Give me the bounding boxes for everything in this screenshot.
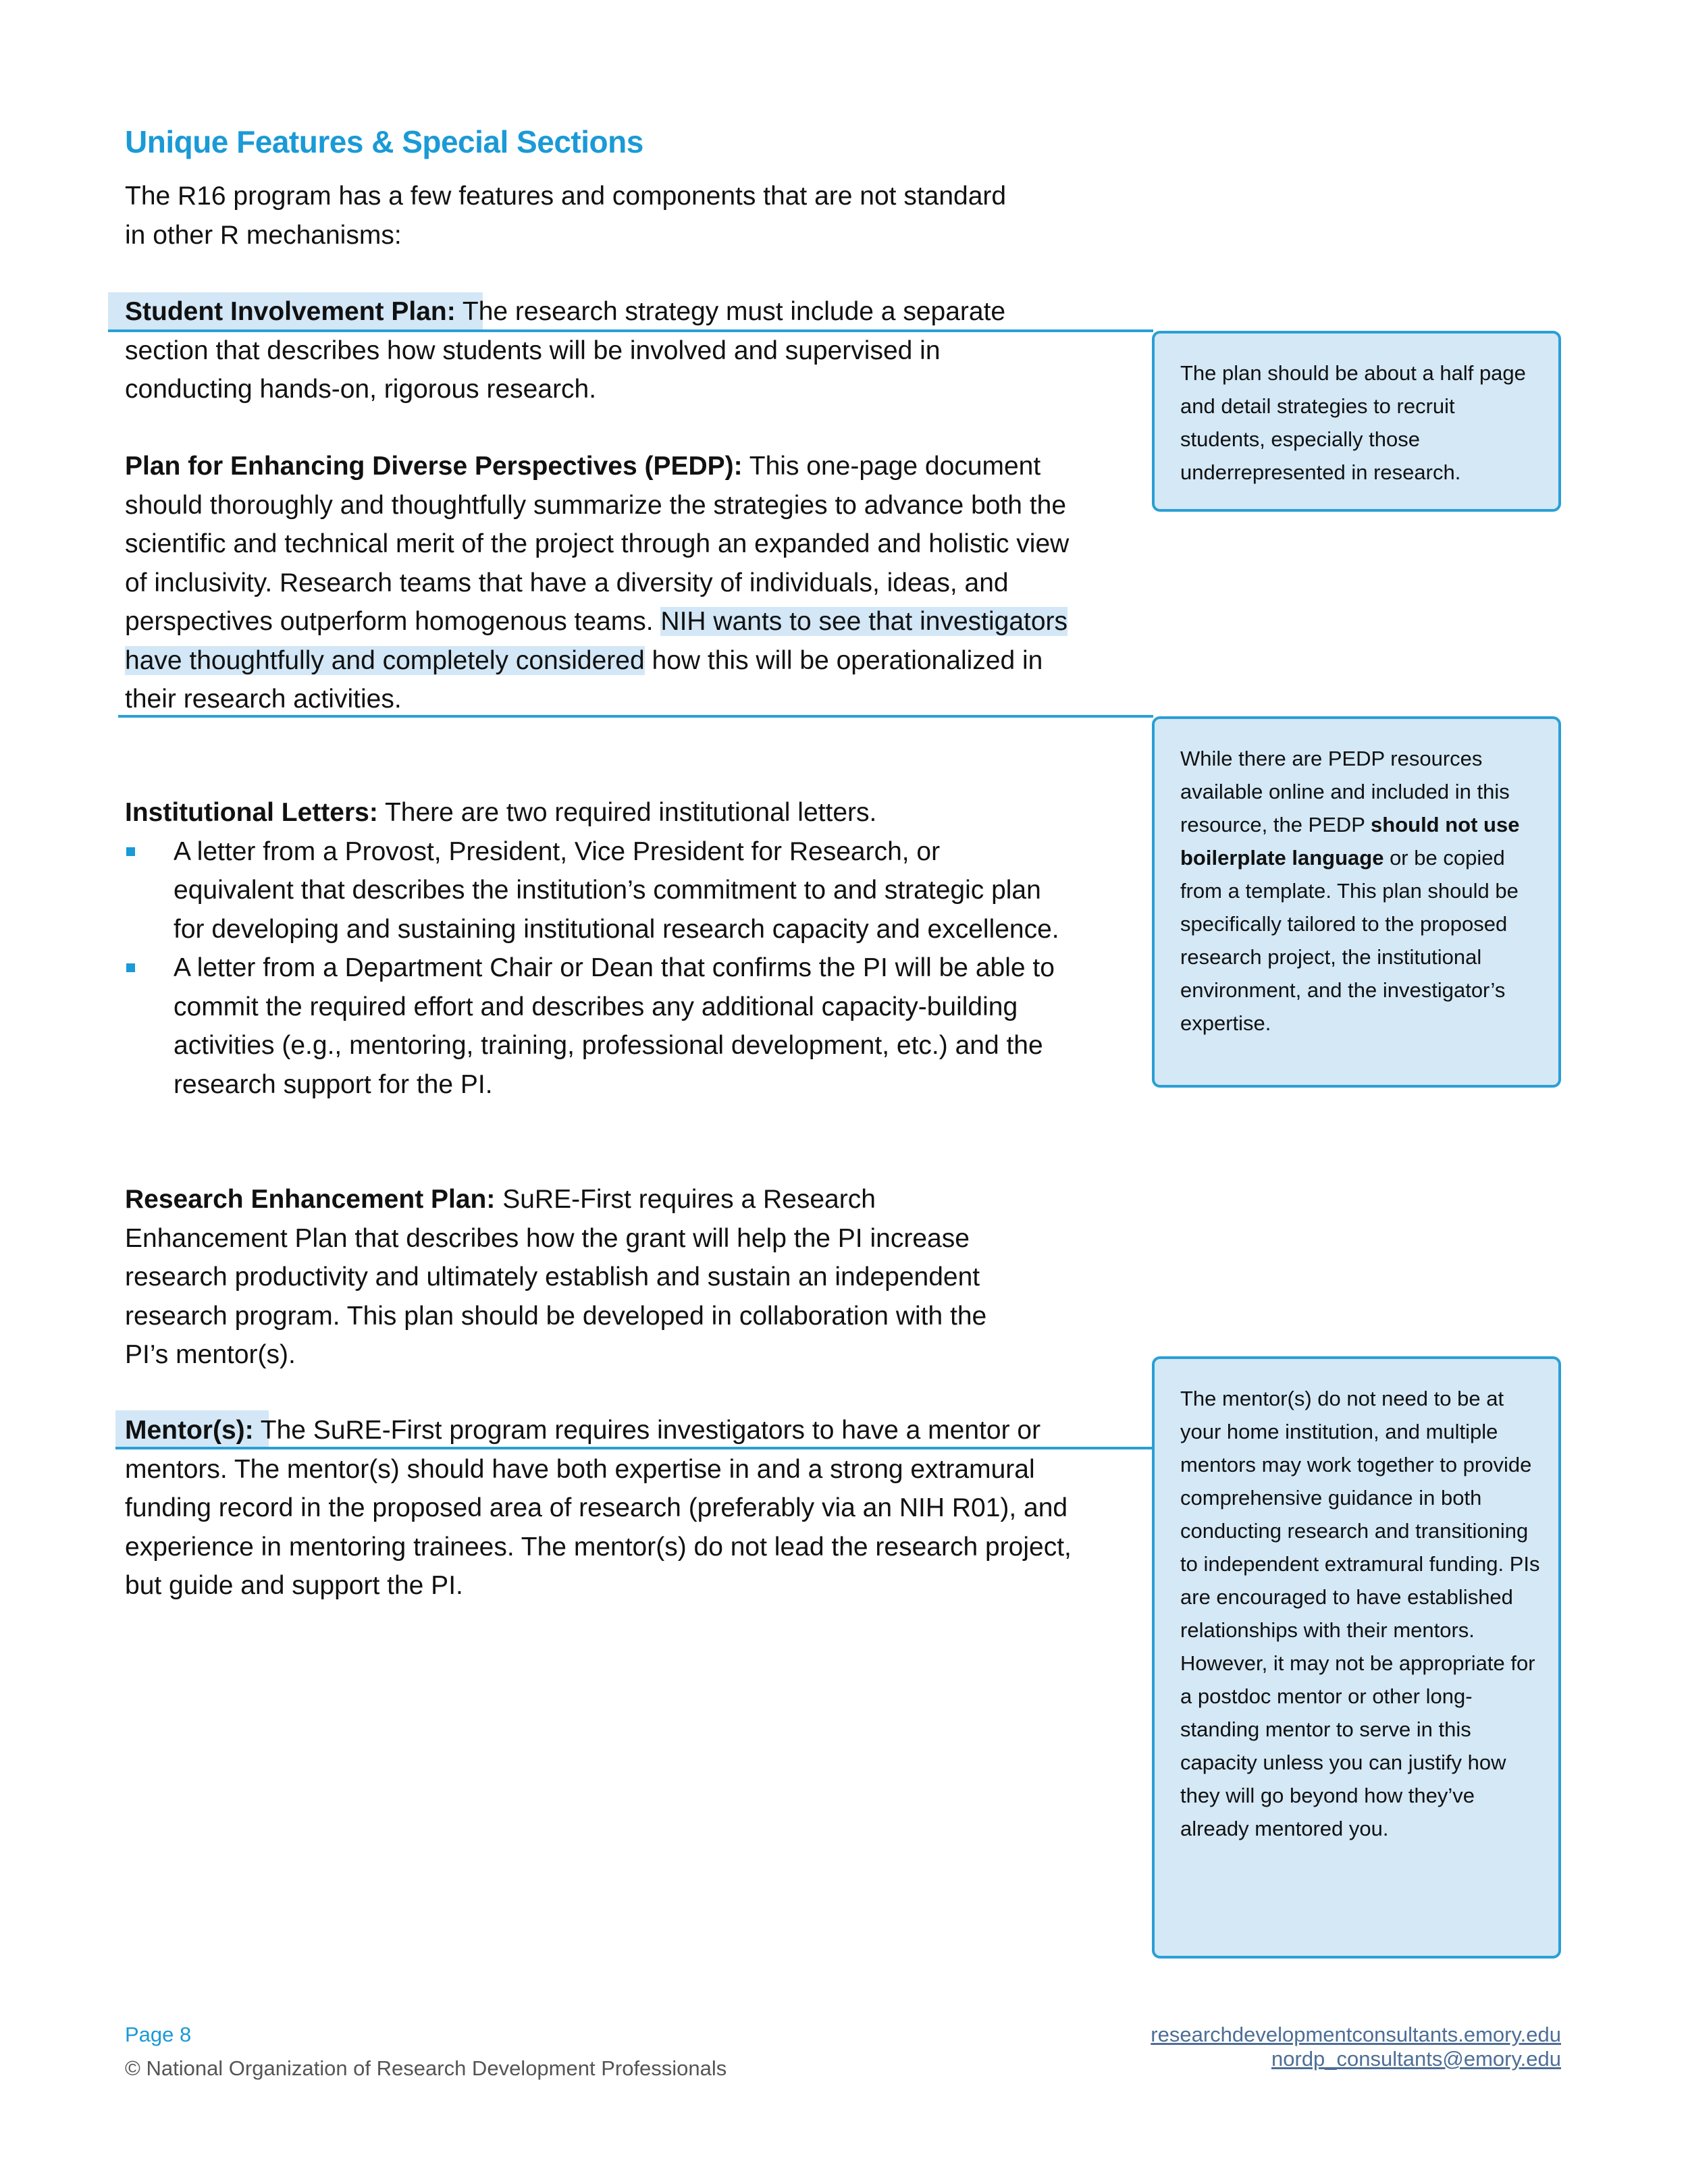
letters-text: There are two required institutional letters.	[377, 798, 877, 827]
callout-text: or be copied from a template. This plan should be specifically tailored to the proposed research project, the institutional environment, and the investigator’s expertise.	[1180, 846, 1519, 1035]
copyright: © National Organization of Research Development Professionals	[125, 2056, 727, 2080]
enhancement-text: SuRE-First requires a Research Enhancement Plan that describes how the grant will help the PI increase research productivity and ultimately establish and sustain an independent research program. This plan should be developed in collaboration with the PI’s mentor(s).	[125, 1185, 987, 1369]
callout-text: The plan should be about a half page and detail strategies to recruit students, especially those underrepresented in research.	[1180, 361, 1526, 484]
page-number: Page 8	[125, 2023, 192, 2046]
square-bullet-icon	[126, 963, 135, 972]
square-bullet-icon	[126, 847, 135, 856]
letters-list	[125, 832, 1063, 1104]
student-label: Student Involvement Plan:	[125, 297, 456, 326]
student-text: The research strategy must include a separate section that describes how students will be involved and supervised in conducting hands-on, rigorous research.	[125, 297, 1006, 404]
callout-text: The mentor(s) do not need to be at your home institution, and multiple mentors may work together to provide comprehensive guidance in both conducting research and transitioning to independent extramural funding. PIs are encouraged to have established relationships with their mentors. However, it may not be appropriate for a postdoc mentor or other long-standing mentor to serve in this capacity unless you can justify how they will go beyond how they’ve already mentored you.	[1180, 1387, 1540, 1840]
student-involvement-paragraph	[125, 292, 1043, 409]
research-enhancement-paragraph	[125, 1180, 1023, 1375]
website-link[interactable]: researchdevelopmentconsultants.emory.edu	[1151, 2023, 1561, 2046]
pedp-paragraph	[125, 447, 1097, 719]
mentor-connector-line	[115, 1447, 1153, 1449]
mentor-label: Mentor(s):	[125, 1416, 254, 1445]
mentor-paragraph	[125, 1411, 1097, 1605]
email-link[interactable]: nordp_consultants@emory.edu	[1271, 2047, 1561, 2071]
pedp-connector-line	[118, 715, 1153, 718]
pedp-label: Plan for Enhancing Diverse Perspectives (PEDP):	[125, 452, 743, 481]
student-connector-line	[108, 329, 1153, 332]
intro-text: The R16 program has a few features and components that are not standard in other R mechanisms:	[125, 182, 1007, 250]
pedp-callout-box	[1152, 716, 1561, 1088]
institutional-letters-section	[125, 793, 1063, 1104]
callout-bold-text: should not use boilerplate language	[1180, 813, 1520, 870]
section-heading: Unique Features & Special Sections	[125, 124, 643, 159]
mentor-text: The SuRE-First program requires investigators to have a mentor or mentors. The mentor(s) should have both expertise in and a strong extramural funding record in the proposed area of research (preferably via an NIH R01), and experience in mentoring trainees. The mentor(s) do not lead the research project, but guide and support the PI.	[125, 1416, 1072, 1600]
bullet-text: A letter from a Provost, President, Vice President for Research, or equivalent that describes the institution’s commitment to and strategic plan for developing and sustaining institutional research capacity and excellence.	[174, 836, 1059, 944]
pedp-text-2: how this will be operationalized in their research activities.	[125, 645, 1043, 714]
enhancement-label: Research Enhancement Plan:	[125, 1185, 496, 1214]
mentor-callout-box	[1152, 1356, 1561, 1959]
student-callout-box	[1152, 331, 1561, 512]
list-item	[125, 949, 1063, 1104]
intro-paragraph	[125, 177, 1016, 255]
pedp-highlight: NIH wants to see that investigators have thoughtfully and completely considered	[125, 607, 1068, 675]
pedp-text-1: This one-page document should thoroughly and thoughtfully summarize the strategies to advance both the scientific and technical merit of the project through an expanded and holistic view of inclusivity. Research teams that have a diversity of individuals, ideas, and perspectives outperform homogenous teams.	[125, 452, 1070, 636]
letters-label: Institutional Letters:	[125, 798, 378, 827]
callout-text: While there are PEDP resources available online and included in this resource, the PEDP	[1180, 747, 1510, 836]
list-item	[125, 832, 1063, 949]
bullet-text: A letter from a Department Chair or Dean that confirms the PI will be able to commit the required effort and describes any additional capacity-building activities (e.g., mentoring, training, professional development, etc.) and the research support for the PI.	[174, 953, 1055, 1099]
